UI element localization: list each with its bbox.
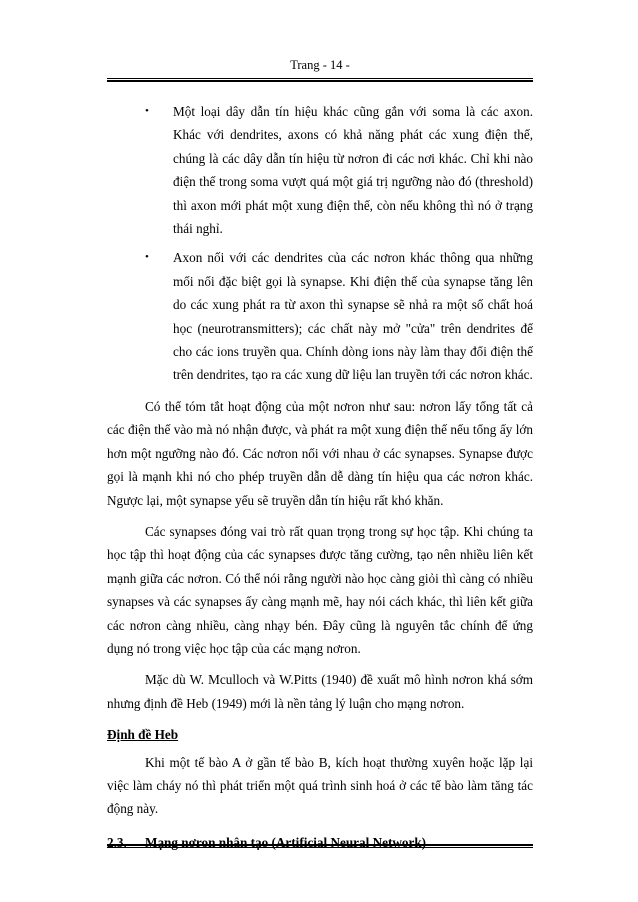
bullet-text: Một loại dây dẫn tín hiệu khác cũng gắn với soma là các axon. Khác với dendrites, axons có khả năng phát các xung điện thế, chúng là các dây dẫn tín hiệu từ nơron đi các nơi khác. Chỉ khi nào điện thế trong soma vượt quá một giá trị ngưỡng nào đó (threshold) thì axon mới phát một xung điện thế, còn nếu không thì nó ở trạng thái nghỉ. [173,104,533,237]
page-header: Trang - 14 - [290,58,350,72]
bullet-item [145,100,533,240]
bullet-marker: • [145,251,149,264]
heb-paragraph: Khi một tế bào A ở gần tế bào B, kích hoạt thường xuyên hoặc lặp lại việc làm cháy nó thì phát triển một quá trình sinh hoá ở các tế bào làm tăng tác động này. [107,754,533,817]
paragraph: Các synapses đóng vai trò rất quan trọng trong sự học tập. Khi chúng ta học tập thì hoạt động của các synapses được tăng cường, tạo nên nhiều liên kết mạnh giữa các nơron. Có thể nói rằng người nào học càng giỏi thì càng có nhiều synapses và các synapses ấy càng mạnh mẽ, hay nói cách khác, thì liên kết giữa các nơron càng nhiều, càng nhạy bén. Đây cũng là nguyên tắc chính để ứng dụng nó trong việc học tập của các mạng nơron. [107,523,533,656]
heb-heading: Định đề Heb [107,727,179,743]
bullet-item [145,246,533,386]
paragraph: Có thể tóm tắt hoạt động của một nơron như sau: nơron lấy tổng tất cả các điện thế vào mà nó nhận được, và phát ra một xung điện thế nếu tổng ấy lớn hơn một ngưỡng nào đó. Các nơron nối với nhau ở các synapses. Synapse được gọi là mạnh khi nó cho phép truyền dẫn dễ dàng tín hiệu qua các nơron khác. Ngược lại, một synapse yếu sẽ truyền dẫn tín hiệu rất khó khăn. [107,398,533,508]
section-heading [107,831,533,854]
section-title: Mạng nơron nhân tạo (Artificial Neural Network) [145,834,427,850]
bullet-text: Axon nối với các dendrites của các nơron khác thông qua những mối nối đặc biệt gọi là synapse. Khi điện thế của synapse tăng lên do các xung phát ra từ axon thì synapse sẽ nhả ra một số chất hoá học (neurotransmitters); các chất này mở "cửa" trên dendrites để cho các ions truyền qua. Chính dòng ions này làm thay đổi điện thế trên dendrites, tạo ra các xung dữ liệu lan truyền tới các nơron khác. [173,250,533,383]
page-content [107,100,533,854]
bullet-marker: • [145,105,149,117]
paragraph: Mặc dù W. Mculloch và W.Pitts (1940) đề xuất mô hình nơron khá sớm nhưng định đề Heb (1949) mới là nền tảng lý luận cho mạng nơron. [107,672,533,711]
header-rule [107,78,533,82]
section-number: 2.3. [107,834,127,850]
footer-rule [107,844,533,848]
